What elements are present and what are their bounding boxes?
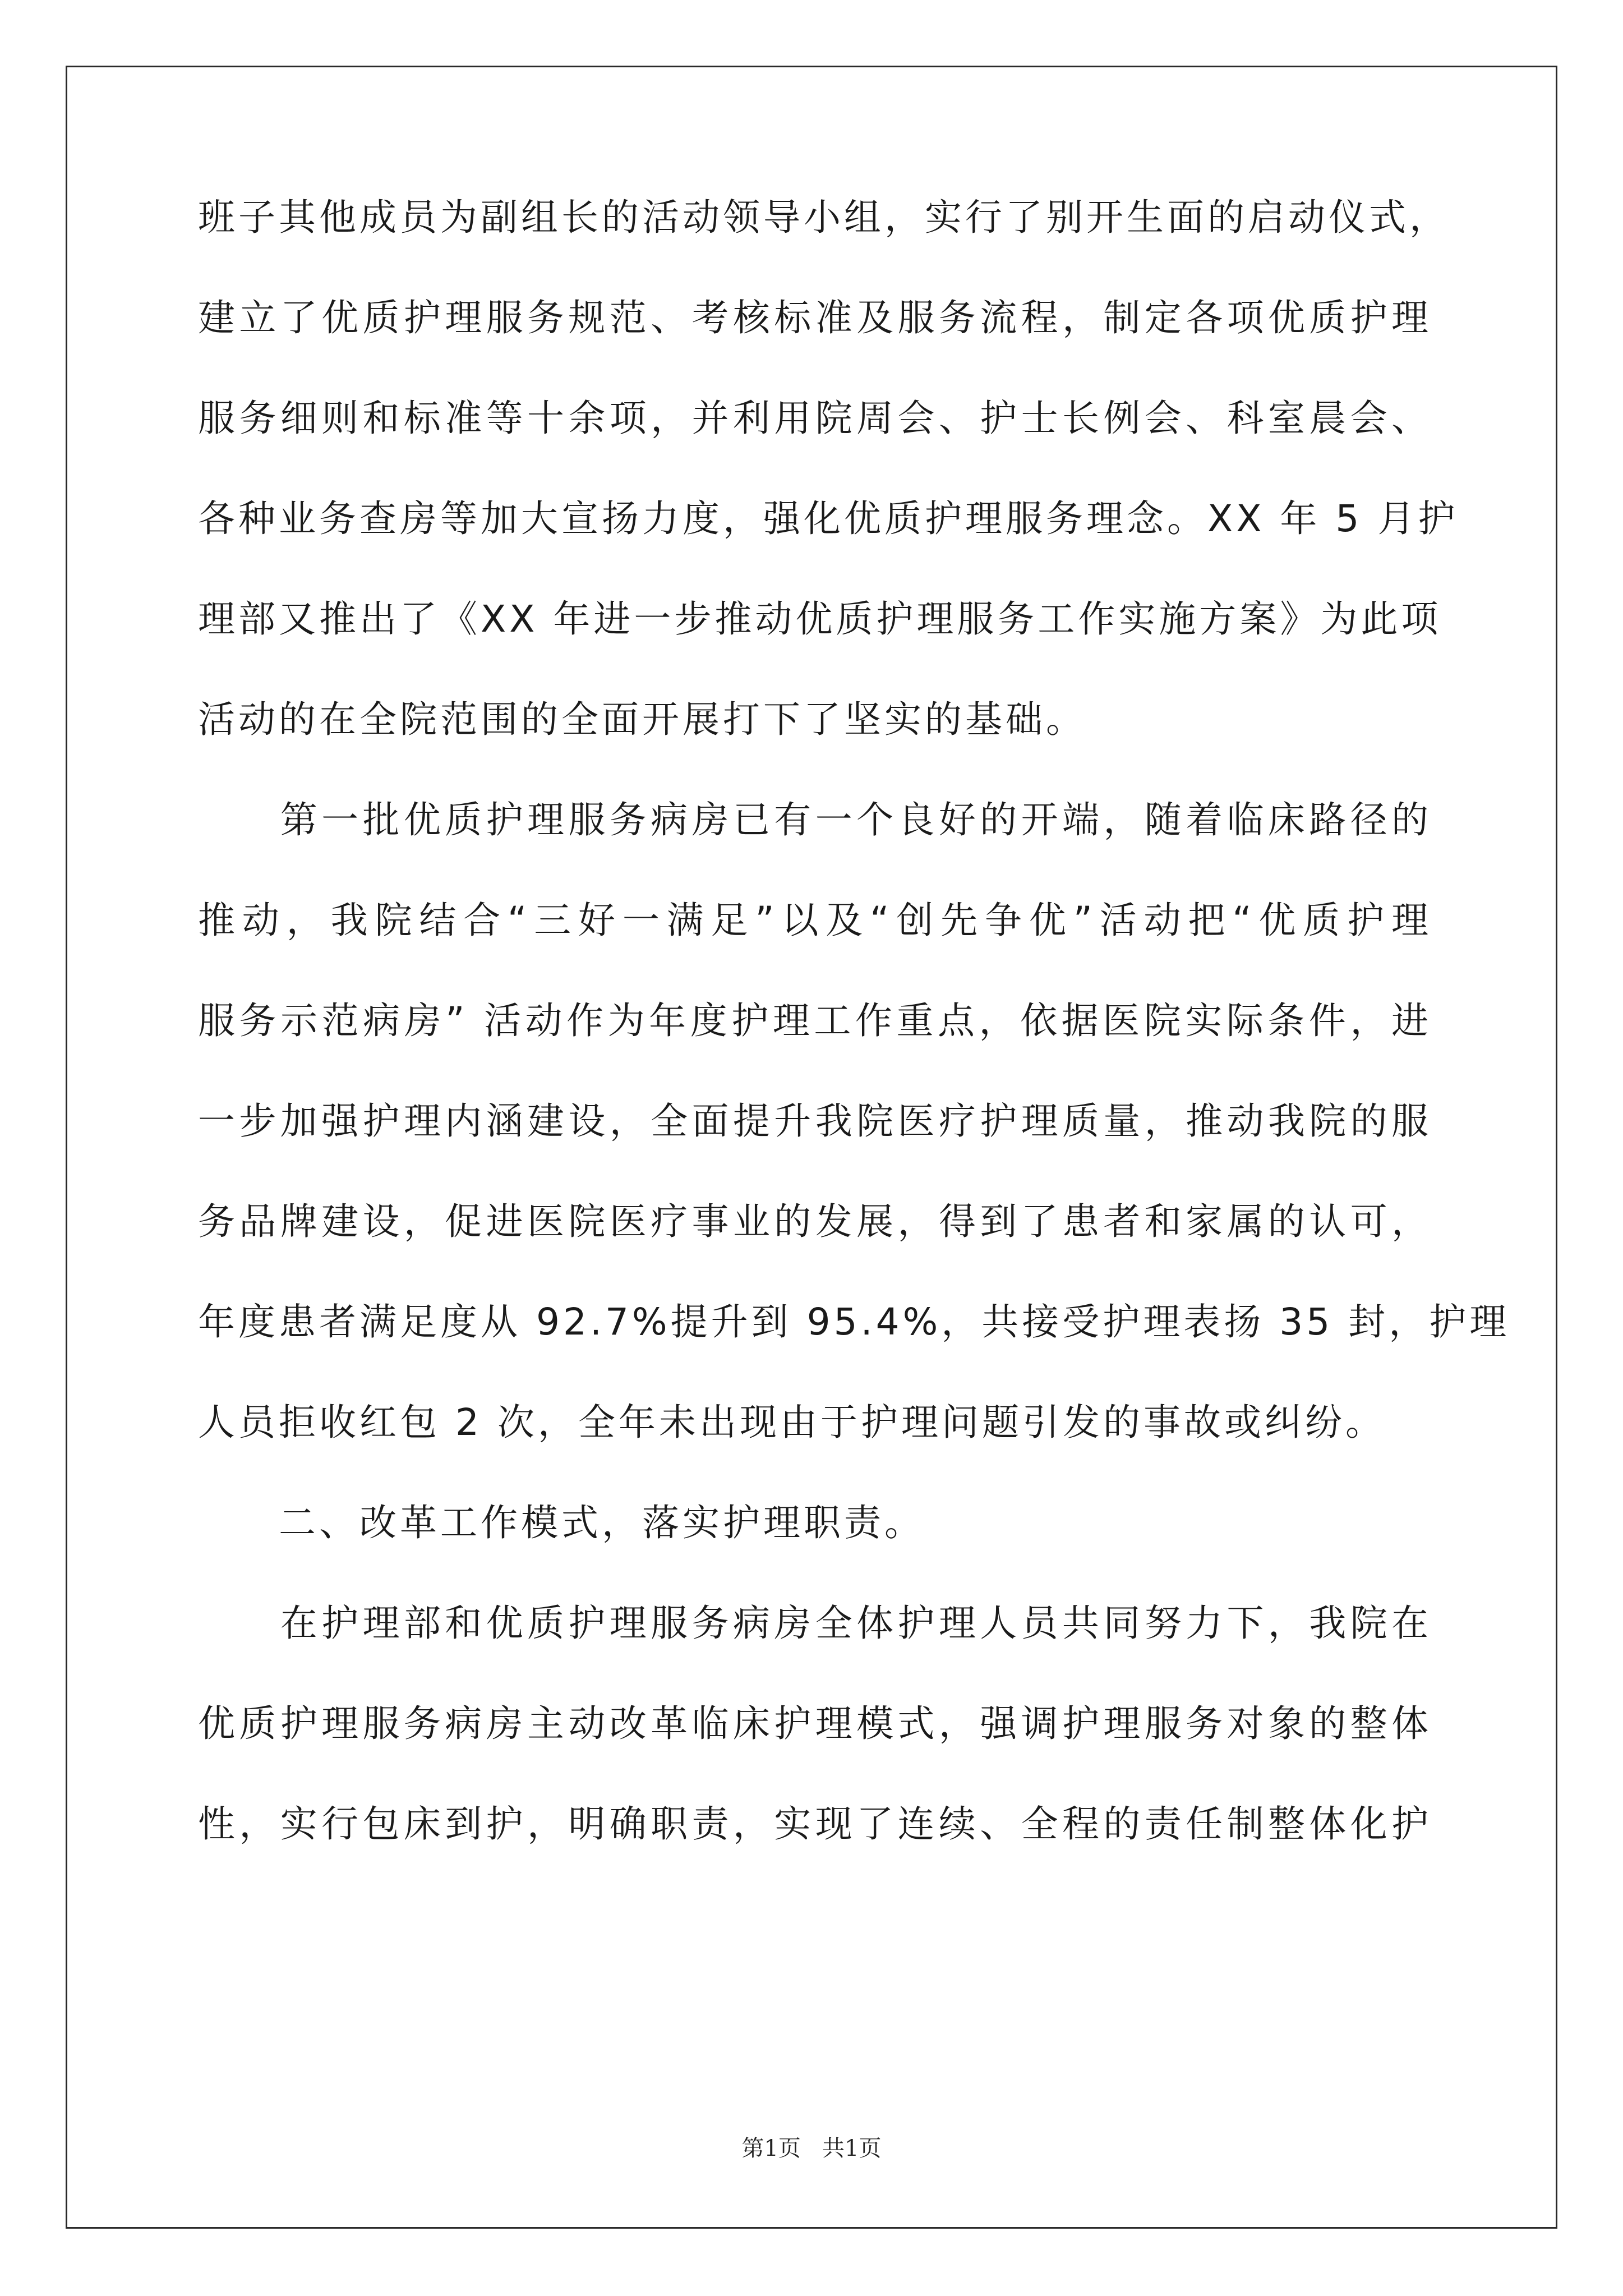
page-footer: 第1页 共1页 bbox=[741, 2136, 882, 2161]
text-line: 推动，我院结合“三好一满足”以及“创先争优”活动把“优质护理 bbox=[198, 899, 1432, 942]
document-body bbox=[198, 196, 1510, 1846]
text-line: 建立了优质护理服务规范、考核标准及服务流程，制定各项优质护理 bbox=[198, 296, 1432, 339]
text-line: 理部又推出了《XX 年进一步推动优质护理服务工作实施方案》为此项 bbox=[198, 597, 1442, 641]
paragraph-first-line: 在护理部和优质护理服务病房全体护理人员共同努力下，我院在 bbox=[198, 1602, 1432, 1645]
text-line: 人员拒收红包 2 次，全年未出现由于护理问题引发的事故或纠纷。 bbox=[198, 1401, 1386, 1444]
text-line: 优质护理服务病房主动改革临床护理模式，强调护理服务对象的整体 bbox=[198, 1702, 1432, 1745]
text-line: 务品牌建设，促进医院医疗事业的发展，得到了患者和家属的认可， bbox=[198, 1200, 1432, 1243]
text-line: 各种业务查房等加大宣扬力度，强化优质护理服务理念。XX 年 5 月护 bbox=[198, 497, 1459, 540]
text-line: 年度患者满足度从 92.7%提升到 95.4%，共接受护理表扬 35 封，护理 bbox=[198, 1300, 1510, 1343]
text-line: 活动的在全院范围的全面开展打下了坚实的基础。 bbox=[198, 698, 1086, 741]
text-line: 服务细则和标准等十余项，并利用院周会、护士长例会、科室晨会、 bbox=[198, 397, 1432, 440]
text-line: 一步加强护理内涵建设，全面提升我院医疗护理质量，推动我院的服 bbox=[198, 1099, 1432, 1143]
text-line: 服务示范病房” 活动作为年度护理工作重点，依据医院实际条件，进 bbox=[198, 999, 1432, 1042]
paragraph-first-line: 第一批优质护理服务病房已有一个良好的开端，随着临床路径的 bbox=[198, 798, 1432, 841]
section-heading: 二、改革工作模式，落实护理职责。 bbox=[198, 1501, 925, 1544]
text-line: 班子其他成员为副组长的活动领导小组，实行了别开生面的启动仪式， bbox=[198, 196, 1450, 239]
text-line: 性，实行包床到护，明确职责，实现了连续、全程的责任制整体化护 bbox=[198, 1802, 1432, 1846]
